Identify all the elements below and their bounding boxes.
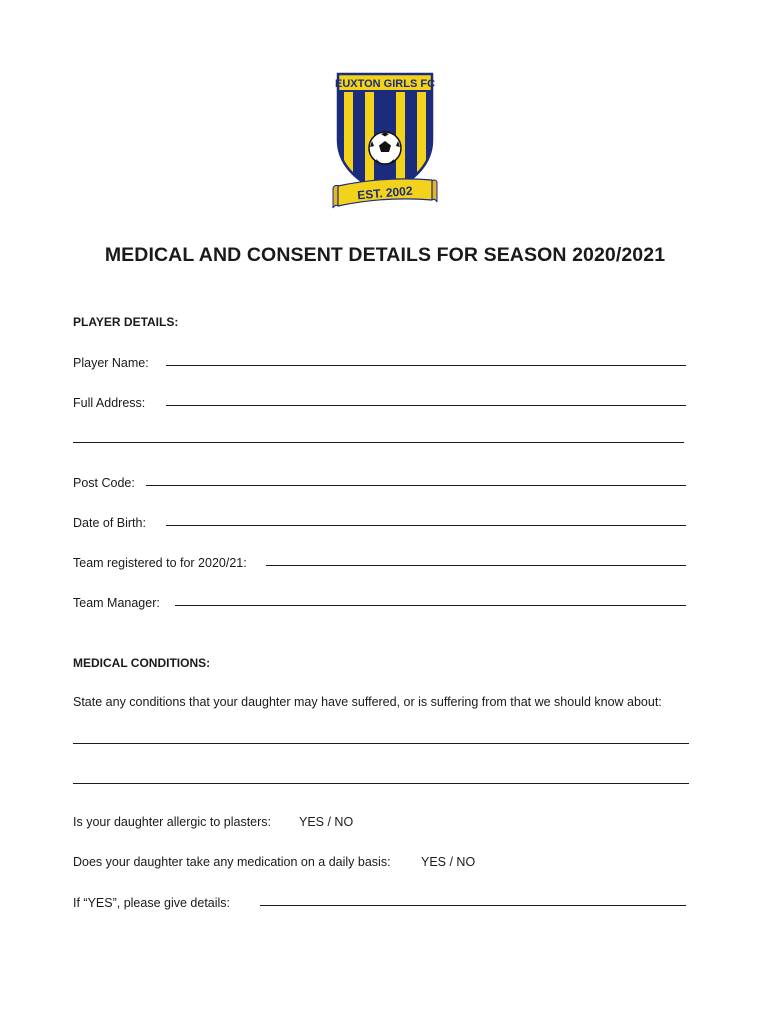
dob-row <box>73 512 686 530</box>
post-code-label: Post Code: <box>73 476 135 490</box>
conditions-line-2-field[interactable] <box>73 782 689 784</box>
form-title: MEDICAL AND CONSENT DETAILS FOR SEASON 2020/2021 <box>104 244 666 266</box>
team-label: Team registered to for 2020/21: <box>73 556 247 570</box>
football-icon <box>369 132 401 164</box>
manager-field[interactable] <box>175 604 686 606</box>
full-address-label: Full Address: <box>73 396 146 410</box>
crest-club-name: EUXTON GIRLS FC <box>334 78 436 90</box>
player-name-row <box>73 352 686 370</box>
manager-row <box>73 592 686 610</box>
player-name-field[interactable] <box>166 364 686 366</box>
post-code-field[interactable] <box>146 484 686 486</box>
address-line-2-field[interactable] <box>73 441 684 443</box>
full-address-row <box>73 392 686 410</box>
dob-label: Date of Birth: <box>73 516 146 530</box>
team-field[interactable] <box>266 564 686 566</box>
plasters-question: Is your daughter allergic to plasters: <box>73 815 272 829</box>
plasters-yes-no[interactable]: YES / NO <box>299 815 354 829</box>
team-row <box>73 552 686 570</box>
est-ribbon <box>333 179 437 208</box>
conditions-line-1-field[interactable] <box>73 742 689 744</box>
full-address-field[interactable] <box>166 404 686 406</box>
conditions-prompt: State any conditions that your daughter may have suffered, or is suffering from that we should know about: <box>73 695 662 709</box>
details-row <box>73 892 686 910</box>
crest-est-text: EST. 2002 <box>356 183 414 203</box>
details-label: If “YES”, please give details: <box>73 896 231 910</box>
medical-heading: MEDICAL CONDITIONS: <box>73 656 211 670</box>
player-details-heading: PLAYER DETAILS: <box>73 315 179 329</box>
medication-yes-no[interactable]: YES / NO <box>421 855 476 869</box>
player-name-label: Player Name: <box>73 356 149 370</box>
club-crest-logo <box>330 70 440 212</box>
post-code-row <box>73 472 686 490</box>
manager-label: Team Manager: <box>73 596 160 610</box>
details-field[interactable] <box>260 904 686 906</box>
dob-field[interactable] <box>166 524 686 526</box>
medication-question: Does your daughter take any medication on a daily basis: <box>73 855 391 869</box>
